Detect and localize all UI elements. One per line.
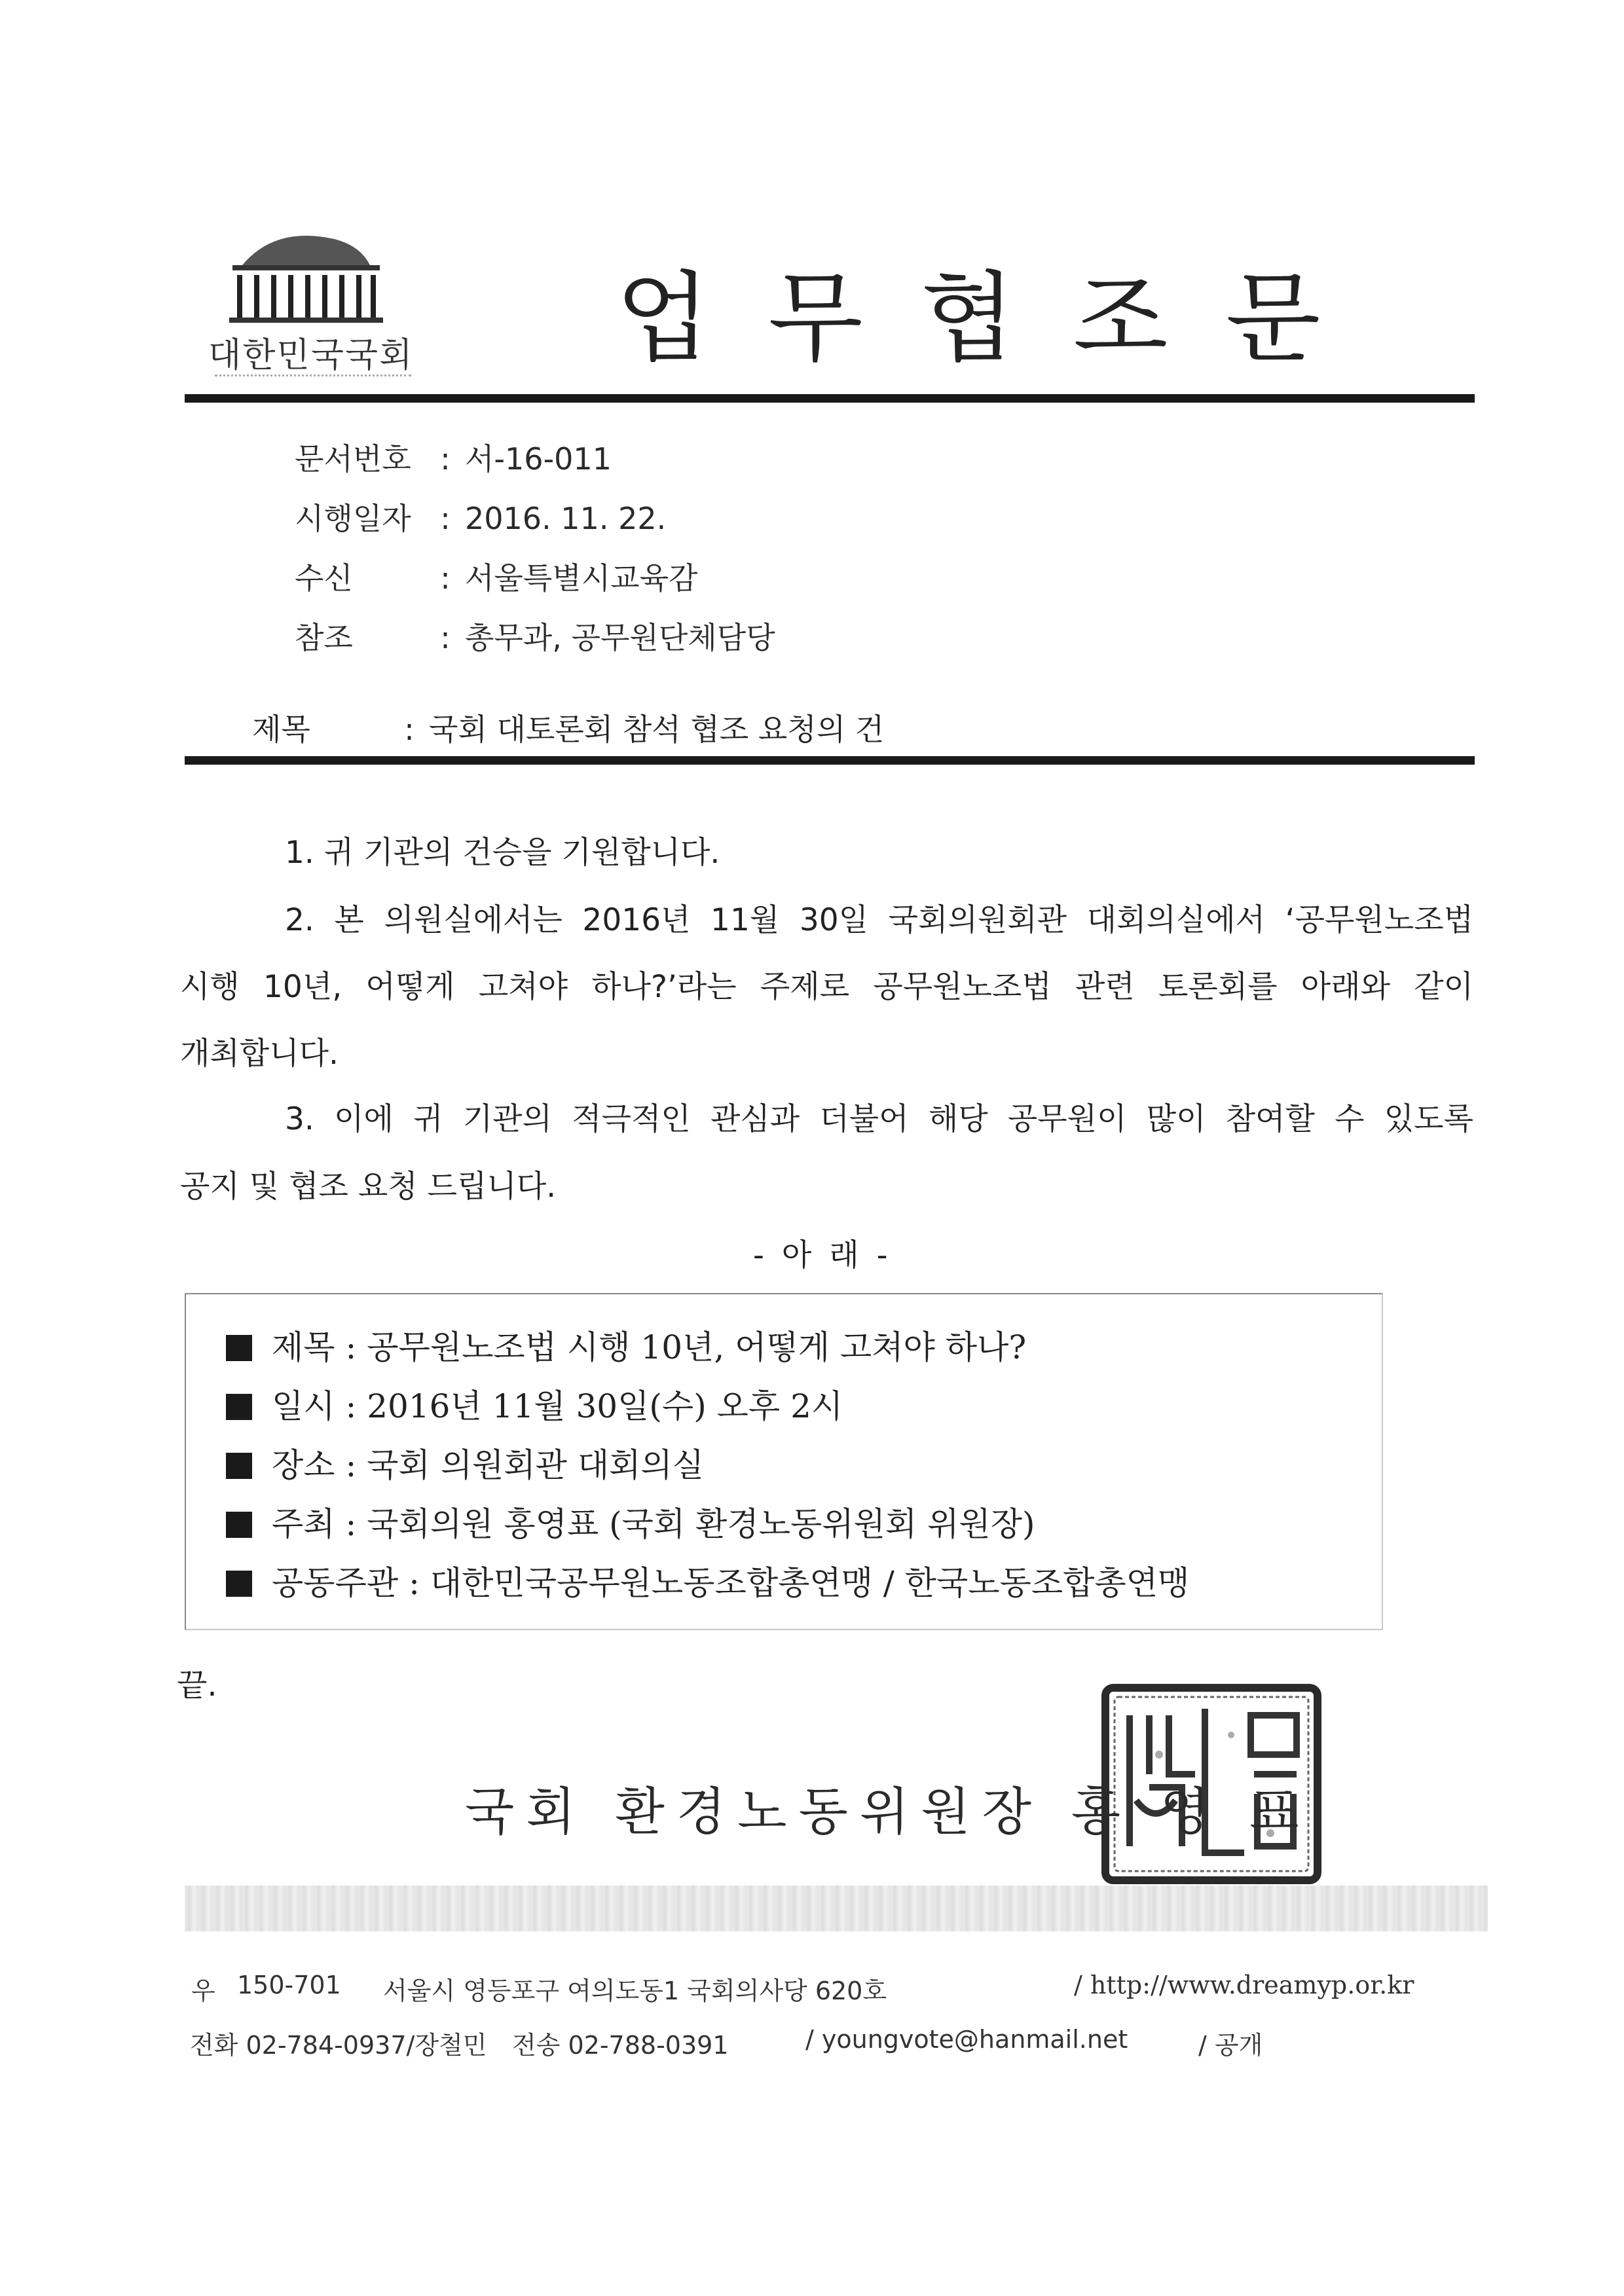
footer-website-link[interactable]: / http://www.dreamyp.or.kr [1074,1971,1414,1999]
meta-label: 수신 [295,560,353,596]
logo-name: 대한민국국회 [208,336,414,375]
square-bullet-icon [226,1512,252,1538]
footer-email-link[interactable]: / youngvote@hanmail.net [805,2025,1128,2054]
footer-post-label: 우 [191,1977,215,2005]
meta-reference: 참조 : 총무과, 공무원단체담당 [295,614,775,653]
event-title-row: 제목 : 공무원노조법 시행 10년, 어떻게 고쳐야 하나? [226,1321,1026,1367]
event-datetime-row: 일시 : 2016년 11월 30일(수) 오후 2시 [226,1380,843,1426]
footer-phone: 전화 02-784-0937/장철민 [190,2031,487,2060]
meta-value: 2016. 11. 22. [465,501,667,536]
event-cohost-row: 공동주관 : 대한민국공무원노동조합총연맹 / 한국노동조합총연맹 [226,1557,1189,1603]
meta-doc-number: 문서번호 : 서-16-011 [295,435,612,475]
end-mark: 끝. [177,1667,217,1704]
meta-value: 총무과, 공무원단체담당 [465,620,775,655]
meta-label: 시행일자 [295,501,411,536]
paragraph-2-line-1: 2. 본 의원실에서는 2016년 11월 30일 국회의원회관 대회의실에서 ‘공무원노조법 [285,902,1473,938]
meta-value: 서-16-011 [465,441,612,477]
meta-recipient: 수신 : 서울특별시교육감 [295,555,698,594]
subject-label: 제목 [252,712,310,747]
footer-fax: 전송 02-788-0391 [512,2031,729,2060]
subject-divider [185,756,1475,765]
square-bullet-icon [226,1453,252,1479]
paragraph-2-line-2: 시행 10년, 어떻게 고쳐야 하나?’라는 주제로 공무원노조법 관련 토론회를 아래와 같이 [180,969,1473,1005]
footer-postcode: 150-701 [237,1971,341,1999]
footer-scan-band [185,1886,1488,1931]
meta-issue-date: 시행일자 : 2016. 11. 22. [295,495,666,534]
paragraph-3-line-1: 3. 이에 귀 기관의 적극적인 관심과 더불어 해당 공무원이 많이 참여할 수 있도록 [285,1101,1473,1137]
logo-subtitle-line [215,374,411,383]
paragraph-1: 1. 귀 기관의 건승을 기원합니다. [285,835,720,871]
meta-label: 문서번호 [295,441,411,477]
event-venue-row: 장소 : 국회 의원회관 대회의실 [226,1439,704,1485]
document-title: 업무협조문 [616,262,1378,376]
meta-value: 서울특별시교육감 [465,560,698,596]
header-divider [185,394,1475,403]
event-host-row: 주최 : 국회의원 홍영표 (국회 환경노동위원회 위원장) [226,1498,1035,1544]
meta-label: 참조 [295,620,353,655]
sender-signature-line: 국회 환경노동위원장 홍 영 표 [465,1783,1311,1842]
footer-address: 서울시 영등포구 여의도동1 국회의사당 620호 [383,1977,887,2005]
paragraph-3-line-2: 공지 및 협조 요청 드립니다. [180,1169,557,1205]
square-bullet-icon [226,1571,252,1597]
subject-line: 제목 : 국회 대토론회 참석 협조 요청의 건 [252,706,884,749]
footer-disclosure: / 공개 [1198,2031,1263,2060]
square-bullet-icon [226,1394,252,1420]
square-bullet-icon [226,1335,252,1361]
paragraph-2-line-3: 개최합니다. [180,1036,339,1072]
details-heading: - 아 래 - [753,1237,892,1273]
subject-value: 국회 대토론회 참석 협조 요청의 건 [429,712,885,747]
